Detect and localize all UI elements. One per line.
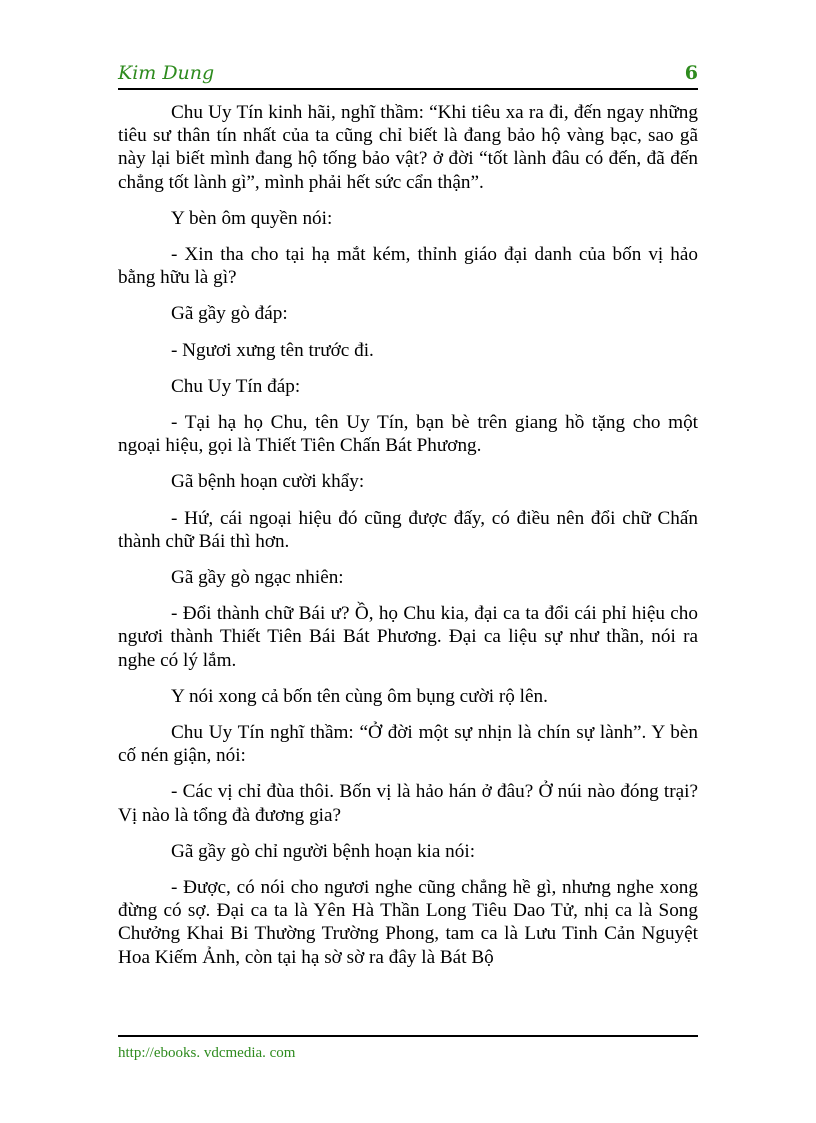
page-number: 6 [684,62,698,84]
footer-url[interactable]: http://ebooks. vdcmedia. com [118,1045,296,1061]
paragraph: Chu Uy Tín kinh hãi, nghĩ thầm: “Khi tiêu xa ra đi, đến ngay những tiêu sư thân tín nhất của ta cũng chỉ biết là đang bảo hộ vàng bạc, sao gã này lại biết mình đang hộ tống bảo vật? ở đời “tốt lành đâu có đến, đã đến chẳng tốt lành gì”, mình phải hết sức cẩn thận”. [118,102,698,193]
paragraph: Gã bệnh hoạn cười khẩy: [171,471,365,493]
page-body [118,101,698,982]
book-author-title: Kim Dung [118,62,215,84]
paragraph: Y nói xong cả bốn tên cùng ôm bụng cười rộ lên. [171,685,548,707]
paragraph: Gã gầy gò ngạc nhiên: [171,567,344,589]
paragraph: - Hứ, cái ngoại hiệu đó cũng được đấy, có điều nên đổi chữ Chấn thành chữ Bái thì hơn. [118,507,698,552]
footer-divider [118,1035,698,1037]
paragraph: Y bèn ôm quyền nói: [171,207,333,229]
paragraph: Gã gầy gò đáp: [171,303,288,325]
header-divider [118,88,698,90]
paragraph: Chu Uy Tín đáp: [171,375,301,397]
page-header [118,62,698,88]
paragraph: Chu Uy Tín nghĩ thầm: “Ở đời một sự nhịn là chín sự lành”. Y bèn cố nén giận, nói: [118,722,698,767]
paragraph: - Các vị chỉ đùa thôi. Bốn vị là hảo hán ở đâu? Ở núi nào đóng trại? Vị nào là tổng đà đương gia? [118,781,698,826]
paragraph: - Tại hạ họ Chu, tên Uy Tín, bạn bè trên giang hồ tặng cho một ngoại hiệu, gọi là Thiết Tiên Chấn Bát Phương. [118,412,698,457]
paragraph: - Ngươi xưng tên trước đi. [171,339,374,361]
paragraph: - Đổi thành chữ Bái ư? Ồ, họ Chu kia, đại ca ta đổi cái phỉ hiệu cho ngươi thành Thiết Tiên Bái Bát Phương. Đại ca liệu sự như thần, nói ra nghe có lý lắm. [118,603,698,671]
paragraph: - Xin tha cho tại hạ mắt kém, thỉnh giáo đại danh của bốn vị hảo bằng hữu là gì? [118,244,698,289]
paragraph: Gã gầy gò chỉ người bệnh hoạn kia nói: [171,840,476,862]
paragraph: - Được, có nói cho ngươi nghe cũng chẳng hề gì, nhưng nghe xong đừng có sợ. Đại ca ta là Yên Hà Thần Long Tiêu Dao Tử, nhị ca là Song Chưởng Khai Bi Thường Trường Phong, tam ca là Lưu Tinh Cản Nguyệt Hoa Kiếm Ảnh, còn tại hạ sờ sờ ra đây là Bát Bộ [118,877,698,968]
